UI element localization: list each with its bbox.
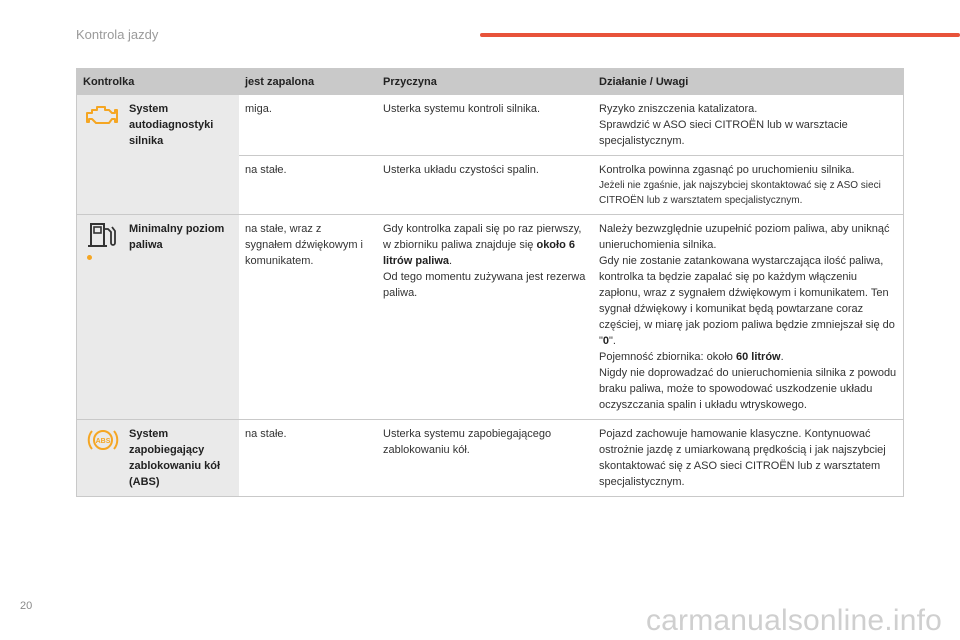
action-text (599, 253, 897, 349)
cause-text: Od tego momentu zużywana jest rezerwa paliwa. (383, 271, 586, 299)
action-cell (593, 95, 904, 156)
cause-cell: Usterka układu czystości spalin. (377, 156, 593, 215)
action-text: Ryzyko zniszczenia katalizatora. (599, 103, 758, 115)
table-row (77, 420, 904, 497)
action-text-part: . (780, 351, 784, 363)
action-bold: 60 litrów (735, 351, 781, 363)
warning-name: System autodiagnostyki silnika (123, 95, 239, 215)
cause-text: Gdy kontrolka zapali się po raz pierwszy, w zbiorniku paliwa znajduje się (383, 223, 582, 251)
state-cell: na stałe. (239, 156, 377, 215)
page-number: 20 (20, 600, 33, 612)
warning-lights-table (76, 68, 904, 497)
watermark: carmanualsonline.info (645, 604, 942, 637)
warning-dot-icon (87, 255, 92, 260)
action-text: Nigdy nie doprowadzać do unieruchomienia silnika z powodu braku paliwa, może to spowodować uszkodzenie układu oczyszczania spalin i układu wtryskowego. (599, 367, 897, 411)
cause-cell: Usterka systemu kontroli silnika. (377, 95, 593, 156)
warning-name: System zapobiegający zablokowaniu kół (ABS) (123, 420, 239, 497)
icon-cell (77, 95, 124, 215)
column-header-state: jest zapalona (239, 69, 377, 96)
action-text (599, 349, 897, 365)
state-cell: miga. (239, 95, 377, 156)
icon-cell (77, 420, 124, 497)
cause-bold: około 6 litrów paliwa (383, 239, 575, 267)
column-header-kontrolka: Kontrolka (77, 69, 240, 96)
header-accent-bar (480, 33, 960, 37)
fuel-pump-icon (85, 221, 121, 249)
action-cell: Pojazd zachowuje hamowanie klasyczne. Kontynuować ostrożnie jazdę z umiarkowaną prędkością i jak najszybciej skontaktować się z ASO sieci CITROËN lub z warsztatem specjalistycznym. (593, 420, 904, 497)
action-text: Sprawdzić w ASO sieci CITROËN lub w warsztacie specjalistycznym. (599, 119, 848, 147)
cause-cell (377, 215, 593, 420)
table-header-row (77, 69, 904, 96)
warning-name: Minimalny poziom paliwa (123, 215, 239, 420)
cause-cell: Usterka systemu zapobiegającego zablokowaniu kół. (377, 420, 593, 497)
action-text-part: Gdy nie zostanie zatankowana wystarczająca ilość paliwa, kontrolka ta będzie zapalać się po każdym włączeniu zapłonu, wraz z sygnałem dźwiękowym i komunikatem. Ten sygnał dźwiękowy i komunikat będą powtarzane coraz częściej, w miarę jak poziom paliwa będzie zmniejszał się do " (599, 255, 895, 347)
page-header-title: Kontrola jazdy (76, 27, 159, 42)
action-text: Należy bezwzględnie uzupełnić poziom paliwa, aby uniknąć unieruchomienia silnika. (599, 223, 890, 251)
action-text: Kontrolka powinna zgasnąć po uruchomieniu silnika. (599, 164, 855, 176)
state-cell: na stałe, wraz z sygnałem dźwiękowym i komunikatem. (239, 215, 377, 420)
action-text-part: Pojemność zbiornika: około (599, 351, 736, 363)
abs-icon (85, 426, 121, 454)
table-row (77, 215, 904, 420)
column-header-action: Działanie / Uwagi (593, 69, 904, 96)
action-text-part: ". (609, 335, 616, 347)
action-bold: 0 (602, 335, 610, 347)
state-cell: na stałe. (239, 420, 377, 497)
table-row (77, 95, 904, 156)
action-cell (593, 215, 904, 420)
abs-icon-label: ABS (95, 438, 111, 445)
cause-text: . (449, 255, 453, 267)
column-header-cause: Przyczyna (377, 69, 593, 96)
action-note: Jeżeli nie zgaśnie, jak najszybciej skontaktować się z ASO sieci CITROËN lub z warsztatem specjalistycznym. (599, 180, 881, 206)
action-cell (593, 156, 904, 215)
engine-check-icon (85, 101, 121, 129)
icon-cell (77, 215, 124, 420)
